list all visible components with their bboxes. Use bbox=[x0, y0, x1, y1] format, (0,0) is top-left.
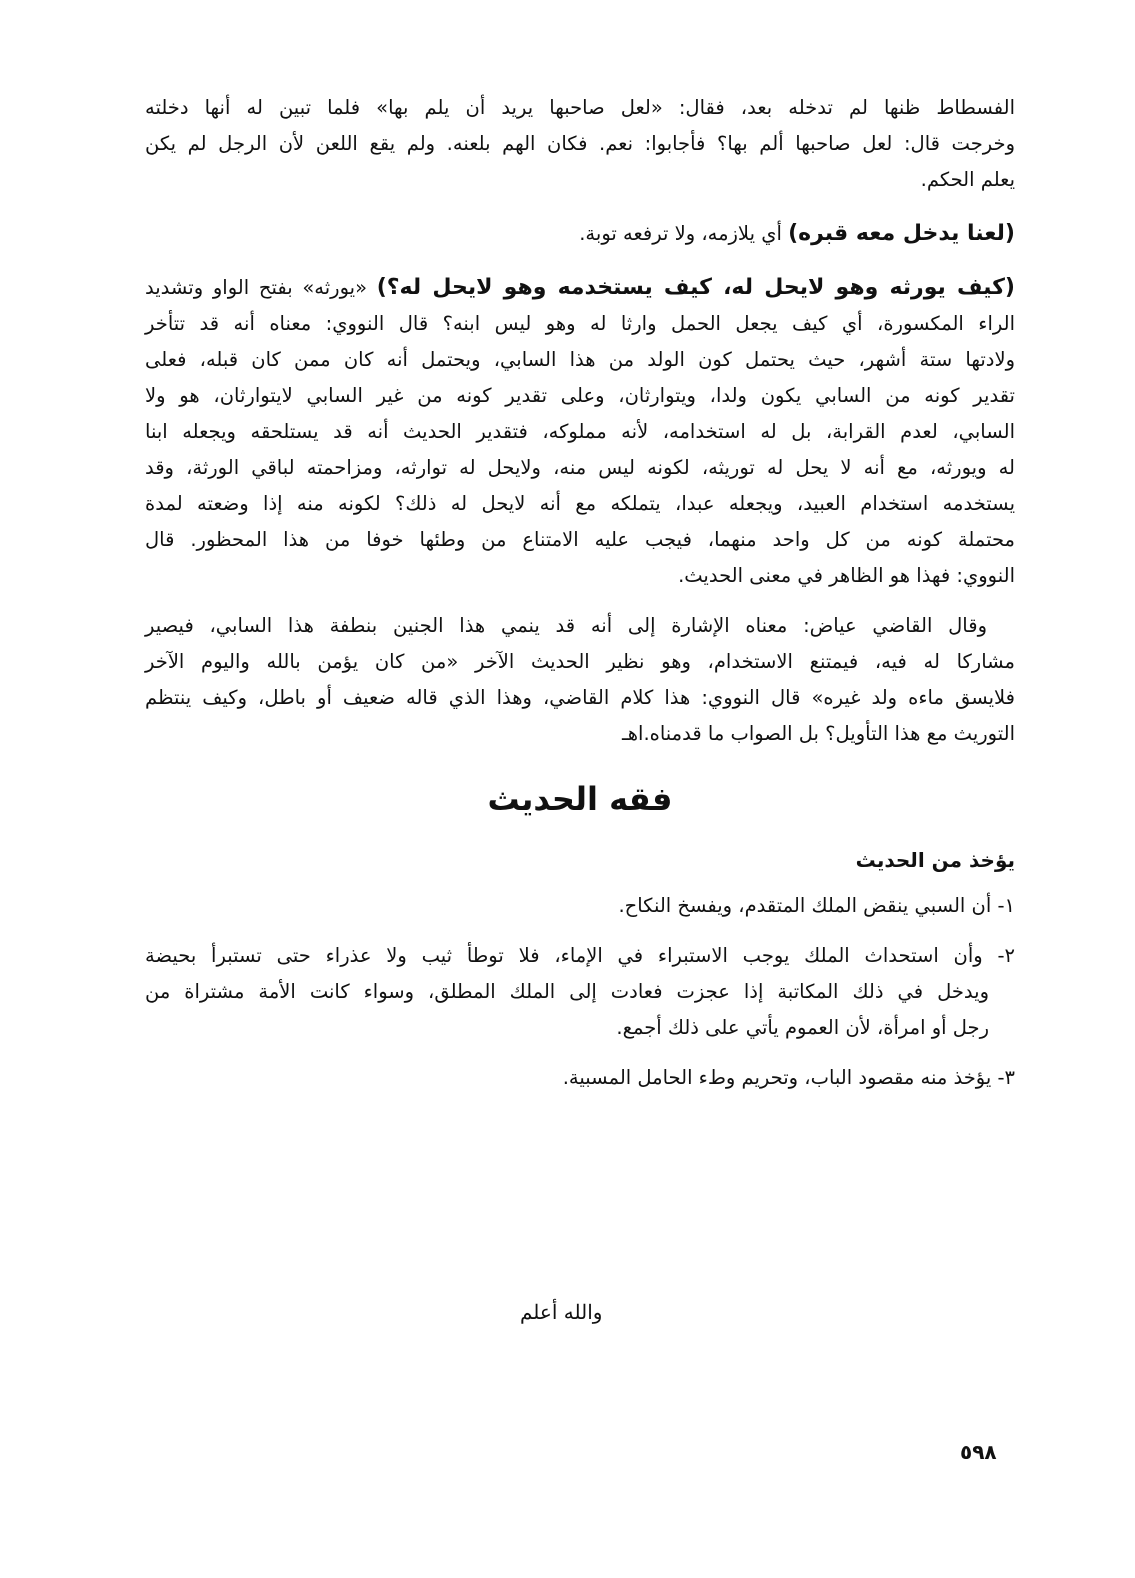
document-body bbox=[145, 90, 1015, 1096]
text-line: مشاركا له فيه، فيمتنع الاستخدام، وهو نظير الحديث الآخر «من كان يؤمن بالله واليوم الآخر bbox=[145, 650, 1015, 673]
text-line: السابي، لعدم القرابة، بل له استخدامه، لأنه مملوكه، فتقدير الحديث أنه قد يستلحقه ويجعله ابنا bbox=[145, 420, 1015, 443]
quoted-phrase: (لعنا يدخل معه قبره) bbox=[788, 221, 1015, 246]
text-line: ٢- وأن استحداث الملك يوجب الاستبراء في الإماء، فلا توطأ ثيب ولا عذراء حتى تستبرأ بحيضة bbox=[145, 944, 1015, 967]
text-line: رجل أو امرأة، لأن العموم يأتي على ذلك أجمع. bbox=[616, 1016, 989, 1039]
section-heading: فقه الحديث bbox=[487, 780, 673, 818]
text-line bbox=[145, 270, 1015, 306]
text-line: الراء المكسورة، أي كيف يجعل الحمل وارثا له وهو ليس ابنه؟ قال النووي: معناه أنه قد تتأخر bbox=[145, 312, 1015, 335]
page-number: ٥٩٨ bbox=[960, 1440, 997, 1464]
paragraph-4 bbox=[145, 608, 1015, 752]
text-line: ويدخل في ذلك المكاتبة إذا عجزت فعادت إلى الملك المطلق، وسواء كانت الأمة مشتراة من bbox=[145, 980, 989, 1003]
paragraph-2 bbox=[145, 216, 1015, 252]
paragraph-1 bbox=[145, 90, 1015, 198]
text-line: فلايسق ماءه ولد غيره» قال النووي: هذا كلام القاضي، وهذا الذي قاله ضعيف أو باطل، وكيف ينتظم bbox=[145, 686, 1015, 709]
text-line: وخرجت قال: لعل صاحبها ألم بها؟ فأجابوا: نعم. فكان الهم بلعنه. ولم يقع اللعن لأن الرجل لم يكن bbox=[145, 132, 1015, 155]
explanation-text: «يورثه» بفتح الواو وتشديد bbox=[145, 276, 377, 299]
text-line: يستخدمه استخدام العبيد، ويجعله عبدا، يتملكه مع أنه لايحل له ذلك؟ لكونه منه إذا وضعته لمدة bbox=[145, 492, 1015, 515]
text-line: ولادتها ستة أشهر، حيث يحتمل كون الولد من هذا السابي، ويحتمل أنه كان ممن كان قبله، فعلى bbox=[145, 348, 1015, 371]
text-line: النووي: فهذا هو الظاهر في معنى الحديث. bbox=[678, 564, 1015, 587]
closing-phrase: والله أعلم bbox=[520, 1300, 603, 1324]
section-subheading: يؤخذ من الحديث bbox=[855, 848, 1015, 872]
text-line: ٣- يؤخذ منه مقصود الباب، وتحريم وطء الحامل المسبية. bbox=[562, 1066, 1015, 1089]
text-line: ١- أن السبي ينقض الملك المتقدم، ويفسخ النكاح. bbox=[618, 894, 1015, 917]
text-line: تقدير كونه من السابي يكون ولدا، ويتوارثان، وعلى تقدير كونه من غير السابي لايتوارثان، هو ولا bbox=[145, 384, 1015, 407]
list-item bbox=[145, 1060, 1015, 1096]
text-line: التوريث مع هذا التأويل؟ بل الصواب ما قدمناه.اهـ bbox=[622, 722, 1015, 745]
text-line: محتملة كونه من كل واحد منهما، فيجب عليه الامتناع من وطئها خوفا من هذا المحظور. قال bbox=[145, 528, 1015, 551]
text-line: وقال القاضي عياض: معناه الإشارة إلى أنه قد ينمي هذا الجنين بنطفة هذا السابي، فيصير bbox=[145, 614, 987, 637]
explanation-text: أي يلازمه، ولا ترفعه توبة. bbox=[579, 222, 789, 245]
list-item bbox=[145, 938, 1015, 1046]
text-line: الفسطاط ظنها لم تدخله بعد، فقال: «لعل صاحبها يريد أن يلم بها» فلما تبين له أنها دخلته bbox=[145, 96, 1015, 119]
text-line: يعلم الحكم. bbox=[920, 168, 1015, 191]
paragraph-3 bbox=[145, 270, 1015, 594]
list-item bbox=[145, 888, 1015, 924]
quoted-phrase: (كيف يورثه وهو لايحل له، كيف يستخدمه وهو لايحل له؟) bbox=[376, 275, 1015, 300]
text-line: له ويورثه، مع أنه لا يحل له توريثه، لكونه ليس منه، ولايحل له توارثه، ومزاحمته لباقي الورثة، وقد bbox=[145, 456, 1015, 479]
